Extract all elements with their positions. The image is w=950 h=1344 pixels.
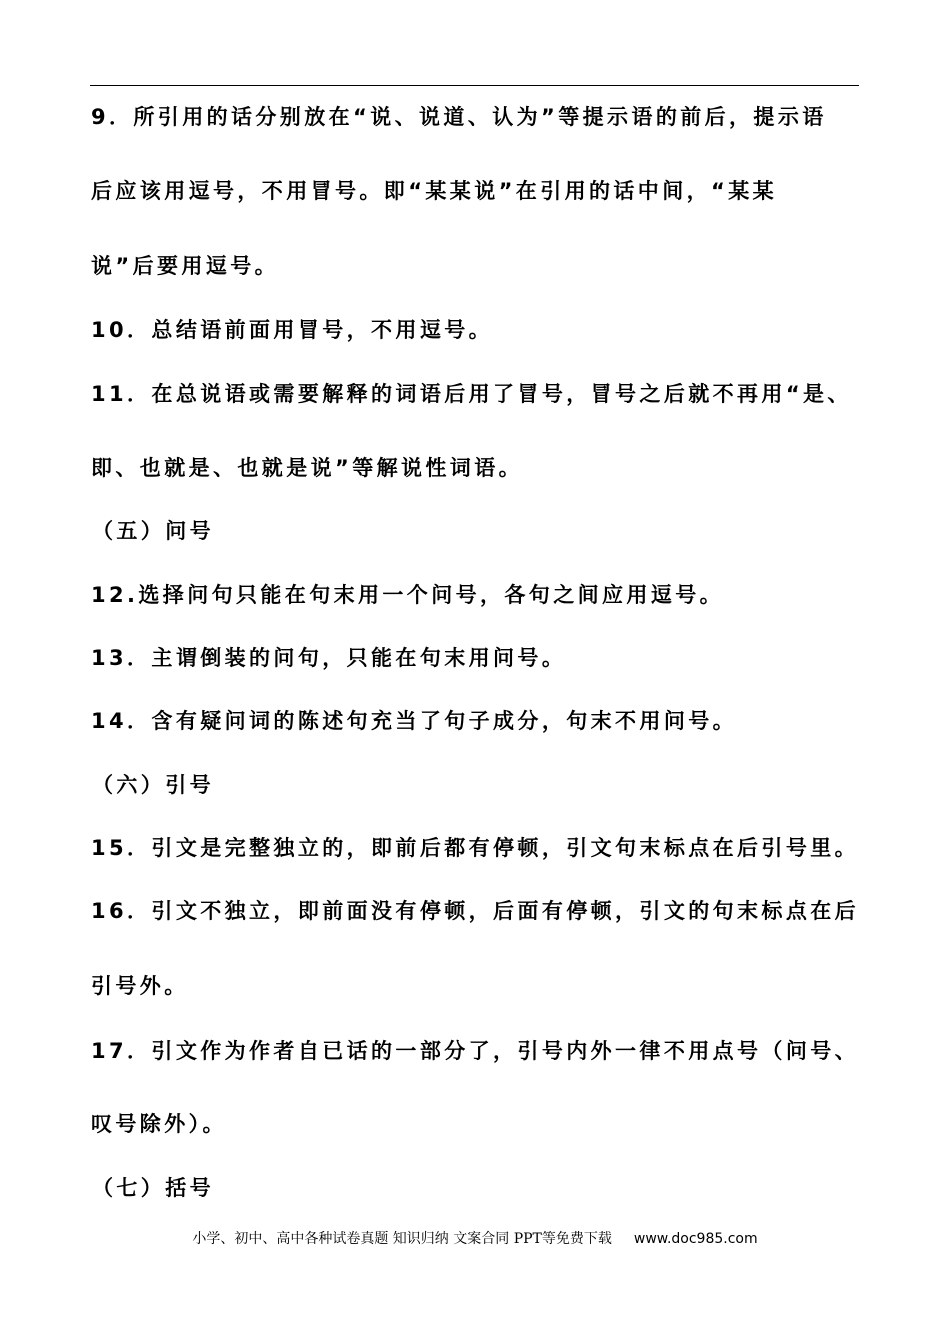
- rule-17-line-1: 17．引文作为作者自已话的一部分了，引号内外一律不用点号（问号、: [91, 1039, 860, 1063]
- rule-9-line-2: 后应该用逗号，不用冒号。即“某某说”在引用的话中间，“某某: [91, 179, 778, 203]
- rule-13: 13．主谓倒装的问句，只能在句末用问号。: [91, 646, 567, 670]
- rule-14: 14．含有疑问词的陈述句充当了句子成分，句末不用问号。: [91, 709, 738, 733]
- header-rule: [90, 85, 859, 86]
- rule-9-line-1: 9．所引用的话分别放在“说、说道、认为”等提示语的前后，提示语: [91, 105, 827, 129]
- rule-11-line-2: 即、也就是、也就是说”等解说性词语。: [91, 456, 524, 480]
- rule-16-line-2: 引号外。: [91, 974, 189, 998]
- page-footer: [0, 1228, 950, 1248]
- rule-16-line-1: 16．引文不独立，即前面没有停顿，后面有停顿，引文的句末标点在后: [91, 899, 860, 923]
- rule-12: 12.选择问句只能在句末用一个问号，各句之间应用逗号。: [91, 583, 724, 607]
- section-heading-quotation-marks: （六）引号: [92, 773, 214, 797]
- footer-site-link[interactable]: www.doc985.com: [633, 1231, 758, 1247]
- rule-17-line-2: 叹号除外）。: [91, 1112, 227, 1136]
- rule-9-line-3: 说”后要用逗号。: [91, 254, 280, 278]
- rule-11-line-1: 11．在总说语或需要解释的词语后用了冒号，冒号之后就不再用“是、: [91, 382, 852, 406]
- section-heading-question-mark: （五）问号: [92, 519, 214, 543]
- rule-15: 15．引文是完整独立的，即前后都有停顿，引文句末标点在后引号里。: [91, 836, 860, 860]
- footer-text: 小学、初中、高中各种试卷真题 知识归纳 文案合同 PPT等免费下载: [192, 1231, 612, 1247]
- rule-10: 10．总结语前面用冒号，不用逗号。: [91, 318, 494, 342]
- section-heading-brackets: （七）括号: [92, 1176, 214, 1200]
